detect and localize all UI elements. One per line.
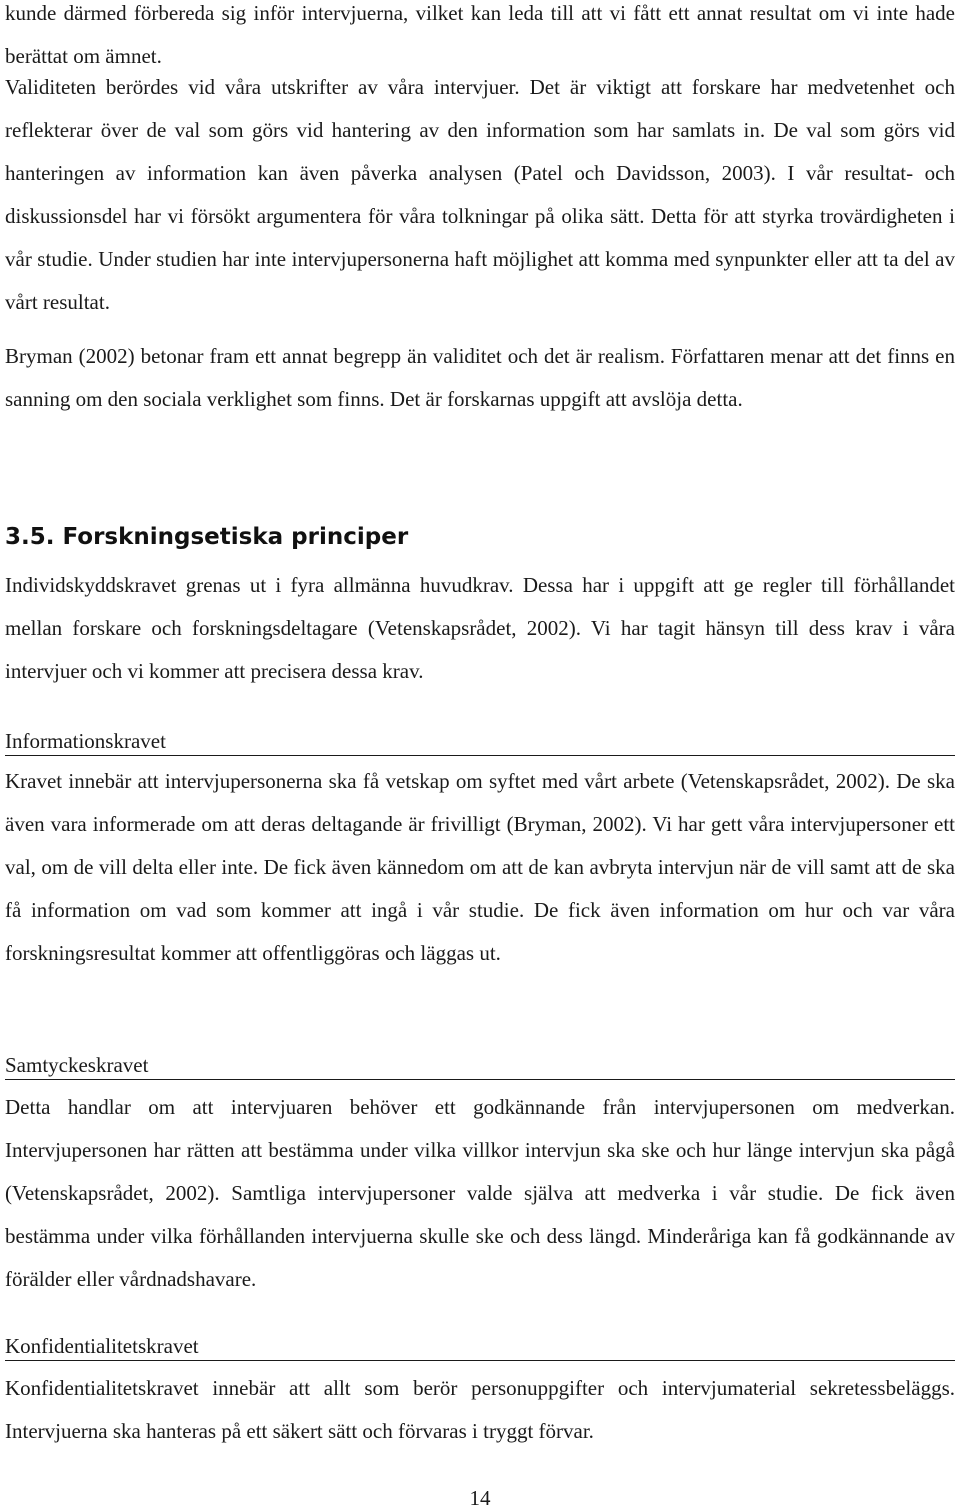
subheading-text: Informationskravet — [5, 729, 166, 753]
paragraph-individual-protection — [5, 564, 955, 693]
paragraph-consent-requirement — [5, 1086, 955, 1301]
paragraph-text: Kravet innebär att intervjupersonerna ska få vetskap om syftet med vårt arbete (Vetenskapsrådet, 2002). De ska även vara informerade om att deras deltagande är frivilligt (Bryman, 2002). Vi har gett våra intervjupersoner ett val, om de vill delta eller inte. De fick även kännedom om att de kan avbryta intervjun när de vill samt att de ska få information om vad som kommer att ingå i vår studie. De fick även information om hur och var våra forskningsresultat kommer att offentliggöras och läggas ut. — [5, 769, 955, 965]
paragraph-text: kunde därmed förbereda sig inför intervjuerna, vilket kan leda till att vi fått ett annat resultat om vi inte hade berättat om ämnet. — [5, 1, 955, 68]
paragraph-validity — [5, 66, 955, 324]
paragraph-text: Individskyddskravet grenas ut i fyra allmänna huvudkrav. Dessa har i uppgift att ge regler till förhållandet mellan forskare och forskningsdeltagare (Vetenskapsrådet, 2002). Vi har tagit hänsyn till dess krav i våra intervjuer och vi kommer att precisera dessa krav. — [5, 573, 955, 683]
paragraph-text: Validiteten berördes vid våra utskrifter av våra intervjuer. Det är viktigt att forskare har medvetenhet och reflekterar över de val som görs vid hantering av den information som har samlats in. De val som görs vid hanteringen av information kan även påverka analysen (Patel och Davidsson, 2003). I vår resultat- och diskussionsdel har vi försökt argumentera för våra tolkningar på olika sätt. Detta för att styrka trovärdigheten i vår studie. Under studien har inte intervjupersonerna haft möjlighet att komma med synpunkter eller att ta del av vårt resultat. — [5, 75, 955, 314]
paragraph-text: Konfidentialitetskravet innebär att allt som berör personuppgifter och intervjumaterial sekretessbeläggs. Intervjuerna ska hanteras på ett säkert sätt och förvaras i tryggt förvar. — [5, 1376, 955, 1443]
page-number: 14 — [469, 1486, 491, 1510]
subheading-text: Konfidentialitetskravet — [5, 1334, 199, 1358]
paragraph-text: Detta handlar om att intervjuaren behöver ett godkännande från intervjupersonen om medverkan. Intervjupersonen har rätten att bestämma under vilka villkor intervjun ska ske och hur länge intervjun ska pågå (Vetenskapsrådet, 2002). Samtliga intervjupersoner valde själva att medverka i vår studie. De fick även bestämma under vilka förhållanden intervjuerna skulle ske och dess längd. Minderåriga kan få godkännande av förälder eller vårdnadshavare. — [5, 1095, 955, 1291]
paragraph-confidentiality-requirement — [5, 1367, 955, 1453]
paragraph-text: Bryman (2002) betonar fram ett annat begrepp än validitet och det är realism. Författaren menar att det finns en sanning om den sociala verklighet som finns. Det är forskarnas uppgift att avslöja detta. — [5, 344, 955, 411]
subheading-consent-requirement — [5, 1051, 955, 1080]
subheading-text: Samtyckeskravet — [5, 1053, 149, 1077]
subheading-confidentiality-requirement — [5, 1332, 955, 1361]
section-heading: 3.5. Forskningsetiska principer — [5, 524, 409, 550]
paragraph-realism — [5, 335, 955, 421]
paragraph-information-requirement — [5, 760, 955, 975]
subheading-information-requirement — [5, 727, 955, 756]
